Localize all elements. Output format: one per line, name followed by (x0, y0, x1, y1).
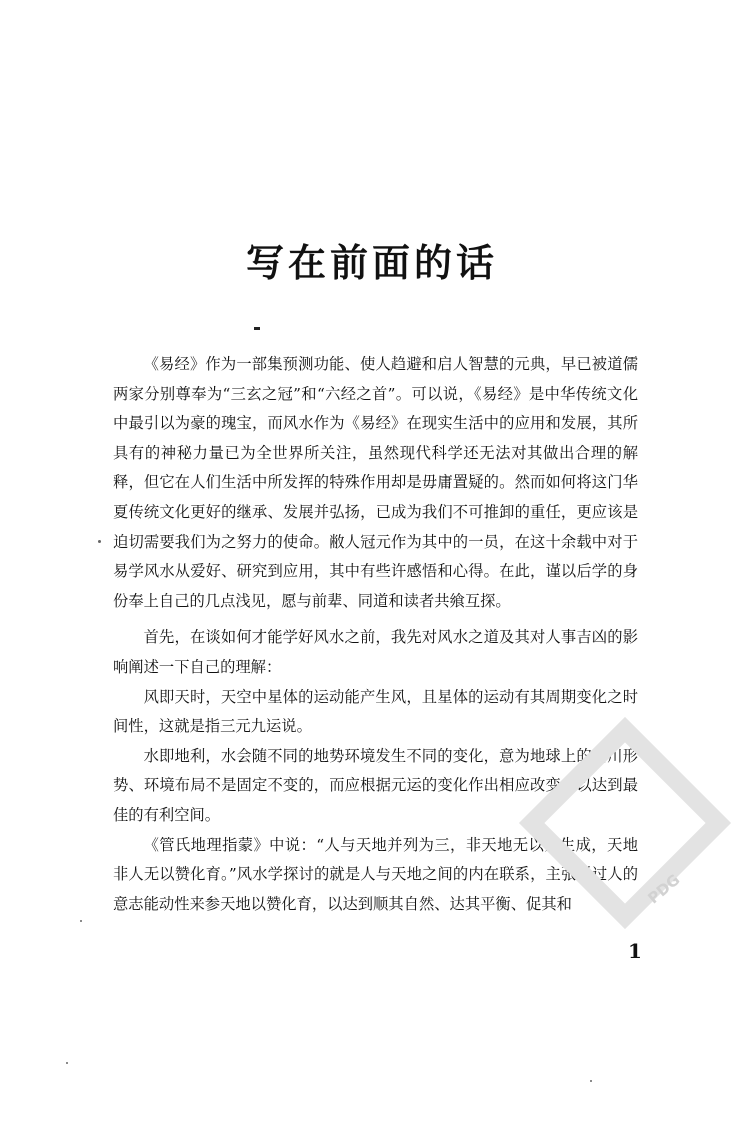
decorative-mark (254, 327, 260, 330)
body-text (113, 350, 638, 919)
page-number: 1 (628, 939, 642, 963)
paragraph-4: 水即地利，水会随不同的地势环境发生不同的变化，意为地球上的山川形势、环境布局不是固定不变的，而应根据元运的变化作出相应改变，以达到最佳的有利空间。 (113, 746, 638, 824)
paragraph-3: 风即天时，天空中星体的运动能产生风，且星体的运动有其周期变化之时间性，这就是指三元九运说。 (113, 687, 638, 736)
scan-speck (590, 1080, 592, 1082)
watermark-label: PDG (644, 870, 684, 908)
paragraph-1: 《易经》作为一部集预测功能、使人趋避和启人智慧的元典，早已被道儒两家分别尊奉为“三玄之冠”和“六经之首”。可以说，《易经》是中华传统文化中最引以为豪的瑰宝，而风水作为《易经》在现实生活中的应用和发展，其所具有的神秘力量已为全世界所关注，虽然现代科学还无法对其做出合理的解释，但它在人们生活中所发挥的特殊作用却是毋庸置疑的。然而如何将这门华夏传统文化更好的继承、发展并弘扬，已成为我们不可推卸的重任，更应该是迫切需要我们为之努力的使命。敝人冠元作为其中的一员，在这十余载中对于易学风水从爱好、研究到应用，其中有些许感悟和心得。在此，谨以后学的身份奉上自己的几点浅见，愿与前辈、同道和读者共飨互探。 (113, 355, 638, 610)
paragraph-2: 首先，在谈如何才能学好风水之前，我先对风水之道及其对人事吉凶的影响阐述一下自己的理解： (113, 628, 638, 676)
scan-speck (80, 920, 82, 922)
page-title: 写在前面的话 (245, 241, 498, 285)
scan-speck (98, 540, 101, 543)
paragraph-5: 《管氏地理指蒙》中说：“人与天地并列为三，非天地无以见生成，天地非人无以赞化育。”风水学探讨的就是人与天地之间的内在联系，主张通过人的意志能动性来参天地以赞化育，以达到顺其自然、达其平衡、促其和 (113, 835, 638, 913)
scan-speck (66, 1062, 68, 1064)
